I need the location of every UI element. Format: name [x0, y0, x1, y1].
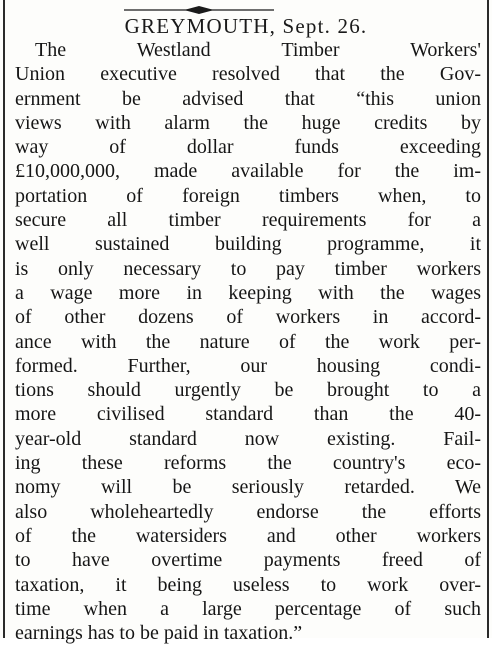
- article-line: ing these reforms the country's eco-: [15, 452, 481, 475]
- article-line: ernment be advised that “this union: [15, 87, 481, 110]
- article-line: £10,000,000, made available for the im-: [15, 160, 481, 183]
- article-line: to have overtime payments freed of: [15, 549, 481, 572]
- article-line: The Westland Timber Workers': [35, 39, 481, 61]
- article-line: time when a large percentage of such: [15, 597, 481, 620]
- article-line: nomy will be seriously retarded. We: [15, 476, 481, 499]
- article-line: of the watersiders and other workers: [15, 524, 481, 547]
- article-line: views with alarm the huge credits by: [15, 111, 481, 134]
- article-line: well sustained building programme, it: [15, 233, 481, 256]
- article-line: portation of foreign timbers when, to: [15, 184, 481, 207]
- article-line: is only necessary to pay timber workers: [15, 257, 481, 280]
- right-column-rule: [487, 0, 489, 638]
- left-column-rule: [3, 0, 5, 638]
- article-line: also wholeheartedly endorse the efforts: [15, 500, 481, 523]
- article-line: secure all timber requirements for a: [15, 209, 481, 232]
- article-line: earnings has to be paid in taxation.”: [15, 622, 303, 645]
- article-line: Union executive resolved that the Gov-: [15, 63, 481, 86]
- article-line: a wage more in keeping with the wages: [15, 281, 481, 304]
- article-line: ance with the nature of the work per-: [15, 330, 481, 353]
- article-line: more civilised standard than the 40-: [15, 403, 481, 426]
- article-line: way of dollar funds exceeding: [15, 136, 481, 159]
- article-line: tions should urgently be brought to a: [15, 379, 481, 402]
- dateline: GREYMOUTH, Sept. 26.: [124, 14, 368, 38]
- article-body: [15, 38, 481, 645]
- article-line: year-old standard now existing. Fail-: [15, 427, 481, 450]
- article-line: formed. Further, our housing condi-: [15, 354, 481, 377]
- article-line: taxation, it being useless to work over-: [15, 573, 481, 596]
- article-line: of other dozens of workers in accord-: [15, 306, 481, 329]
